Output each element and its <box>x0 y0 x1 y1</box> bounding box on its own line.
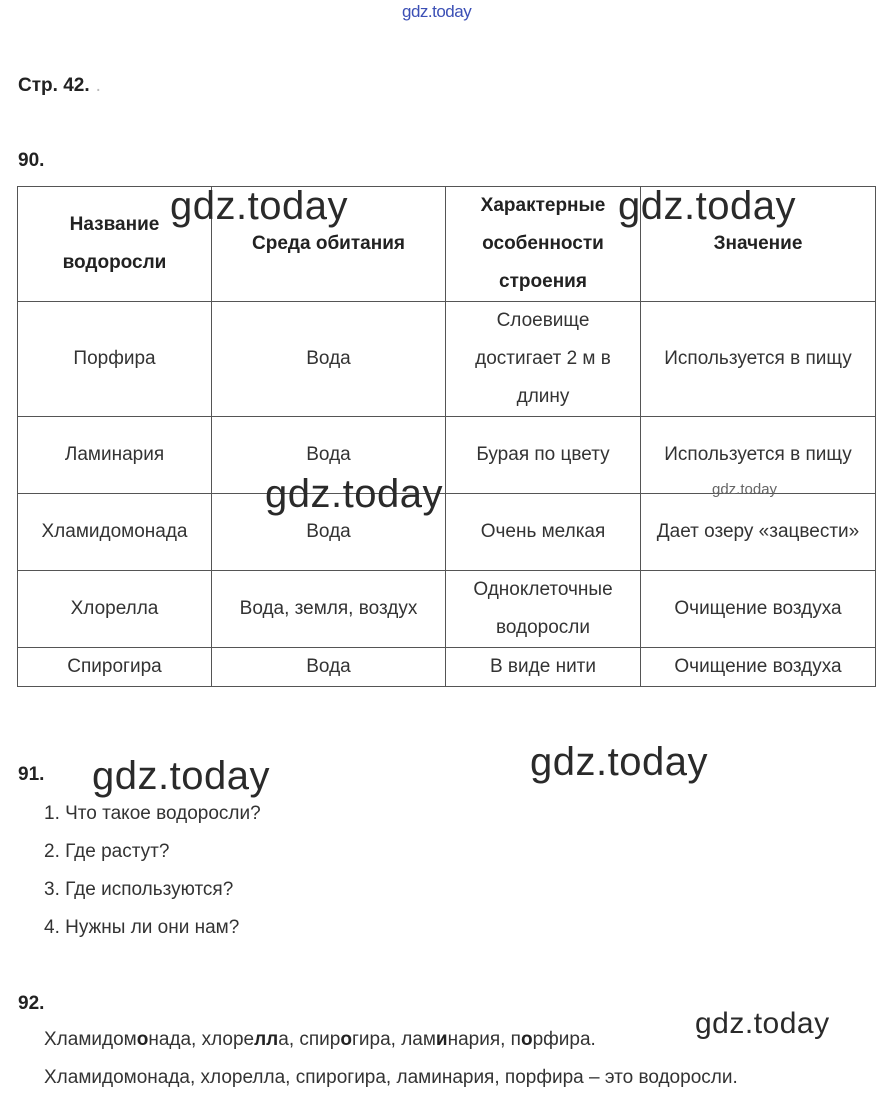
list-item: 3. Где используются? <box>44 879 234 900</box>
watermark: gdz.today <box>695 1007 830 1040</box>
answer-line-stressed: Хламидомонада, хлорелла, спирогира, ламинария, порфира. <box>44 1029 596 1050</box>
list-item: 1. Что такое водоросли? <box>44 803 261 824</box>
cell-features: Одноклеточные водоросли <box>446 571 641 648</box>
watermark-small: gdz.today <box>712 481 778 498</box>
question-list <box>44 796 261 948</box>
answer-line-sentence: Хламидомонада, хлорелла, спирогира, ламинария, порфира – это водоросли. <box>44 1067 738 1088</box>
cell-name: Порфира <box>18 302 212 417</box>
cell-features: Слоевище достигает 2 м в длину <box>446 302 641 417</box>
table-row <box>18 494 876 571</box>
cell-features: Очень мелкая <box>446 494 641 571</box>
page-label: Стр. 42. . <box>18 75 101 96</box>
cell-significance: Используется в пищу <box>641 302 876 417</box>
watermark: gdz.today <box>265 472 443 516</box>
header-name: Название водоросли <box>18 187 212 302</box>
table-row <box>18 571 876 648</box>
cell-habitat: Вода <box>212 417 446 494</box>
cell-features: В виде нити <box>446 648 641 687</box>
cell-name: Ламинария <box>18 417 212 494</box>
table-row <box>18 302 876 417</box>
cell-significance: Очищение воздуха <box>641 571 876 648</box>
table-row <box>18 648 876 687</box>
algae-table <box>17 186 876 687</box>
cell-name: Хламидомонада <box>18 494 212 571</box>
cell-habitat: Вода, земля, воздух <box>212 571 446 648</box>
cell-name: Хлорелла <box>18 571 212 648</box>
cell-habitat: Вода <box>212 302 446 417</box>
cell-name: Спирогира <box>18 648 212 687</box>
watermark: gdz.today <box>618 184 796 228</box>
watermark: gdz.today <box>530 740 708 784</box>
header-features: Характерные особенности строения <box>446 187 641 302</box>
watermark: gdz.today <box>92 754 270 798</box>
task-90-number: 90. <box>18 150 45 171</box>
cell-significance: Очищение воздуха <box>641 648 876 687</box>
list-item: 2. Где растут? <box>44 841 170 862</box>
cell-habitat: Вода <box>212 494 446 571</box>
task-92-number: 92. <box>18 993 45 1014</box>
cell-habitat: Вода <box>212 648 446 687</box>
cell-features: Бурая по цвету <box>446 417 641 494</box>
watermark-top: gdz.today <box>402 2 472 21</box>
header-significance: Значение <box>641 187 876 302</box>
task-91-number: 91. <box>18 764 45 785</box>
cell-significance: Дает озеру «зацвести» <box>641 494 876 571</box>
cell-significance: Используется в пищу <box>641 417 876 494</box>
watermark: gdz.today <box>170 184 348 228</box>
header-habitat: Среда обитания <box>212 187 446 302</box>
list-item: 4. Нужны ли они нам? <box>44 917 240 938</box>
